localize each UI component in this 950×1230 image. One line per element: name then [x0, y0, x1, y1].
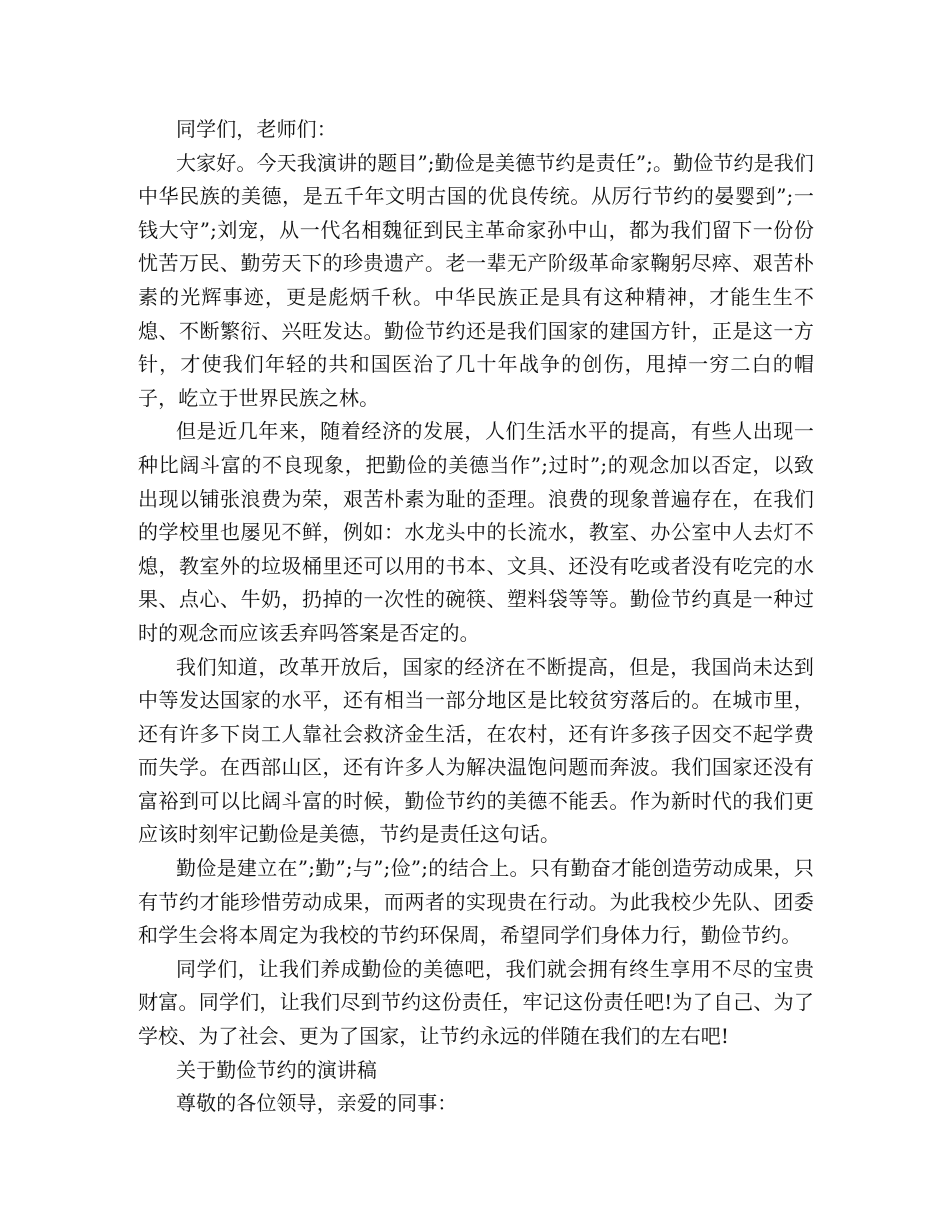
- greeting-paragraph: 同学们，老师们：: [176, 117, 337, 141]
- salutation-paragraph: 尊敬的各位领导，亲爱的同事：: [176, 1091, 458, 1116]
- document-body: [138, 113, 814, 1121]
- body-paragraph: 但是近几年来，随着经济的发展，人们生活水平的提高，有些人出现一种比阔斗富的不良现象，把勤俭的美德当作”;过时”;的观念加以否定，以致出现以铺张浪费为荣，艰苦朴素为耻的歪理。浪费的现象普遍存在，在我们的学校里也屡见不鲜，例如：水龙头中的长流水，教室、办公室中人去灯不熄，教室外的垃圾桶里还可以用的书本、文具、还没有吃或者没有吃完的水果、点心、牛奶，扔掉的一次性的碗筷、塑料袋等等。勤俭节约真是一种过时的观念而应该丢弃吗答案是否定的。: [138, 419, 814, 645]
- body-paragraph: 勤俭是建立在”;勤”;与”;俭”;的结合上。只有勤奋才能创造劳动成果，只有节约才能珍惜劳动成果，而两者的实现贵在行动。为此我校少先队、团委和学生会将本周定为我校的节约环保周，希望同学们身体力行，勤俭节约。: [138, 856, 814, 948]
- body-paragraph: 同学们，让我们养成勤俭的美德吧，我们就会拥有终生享用不尽的宝贵财富。同学们，让我们尽到节约这份责任，牢记这份责任吧!为了自己、为了学校、为了社会、更为了国家，让节约永远的伴随在我们的左右吧!: [138, 956, 814, 1049]
- body-paragraph: 我们知道，改革开放后，国家的经济在不断提高，但是，我国尚未达到中等发达国家的水平，还有相当一部分地区是比较贫穷落后的。在城市里，还有许多下岗工人靠社会救济金生活，在农村，还有许多孩子因交不起学费而失学。在西部山区，还有许多人为解决温饱问题而奔波。我们国家还没有富裕到可以比阔斗富的时候，勤俭节约的美德不能丢。作为新时代的我们更应该时刻牢记勤俭是美德，节约是责任这句话。: [138, 654, 814, 847]
- section-title: 关于勤俭节约的演讲稿: [176, 1057, 377, 1082]
- body-paragraph: 大家好。今天我演讲的题目”;勤俭是美德节约是责任”;。勤俭节约是我们中华民族的美德，是五千年文明古国的优良传统。从厉行节约的晏婴到”;一钱大守”;刘宠，从一代名相魏征到民主革命家孙中山，都为我们留下一份份忧苦万民、勤劳天下的珍贵遗产。老一辈无产阶级革命家鞠躬尽瘁、艰苦朴素的光辉事迹，更是彪炳千秋。中华民族正是具有这种精神，才能生生不熄、不断繁衍、兴旺发达。勤俭节约还是我们国家的建国方针，正是这一方针，才使我们年轻的共和国医治了几十年战争的创伤，甩掉一穷二白的帽子，屹立于世界民族之林。: [138, 150, 814, 410]
